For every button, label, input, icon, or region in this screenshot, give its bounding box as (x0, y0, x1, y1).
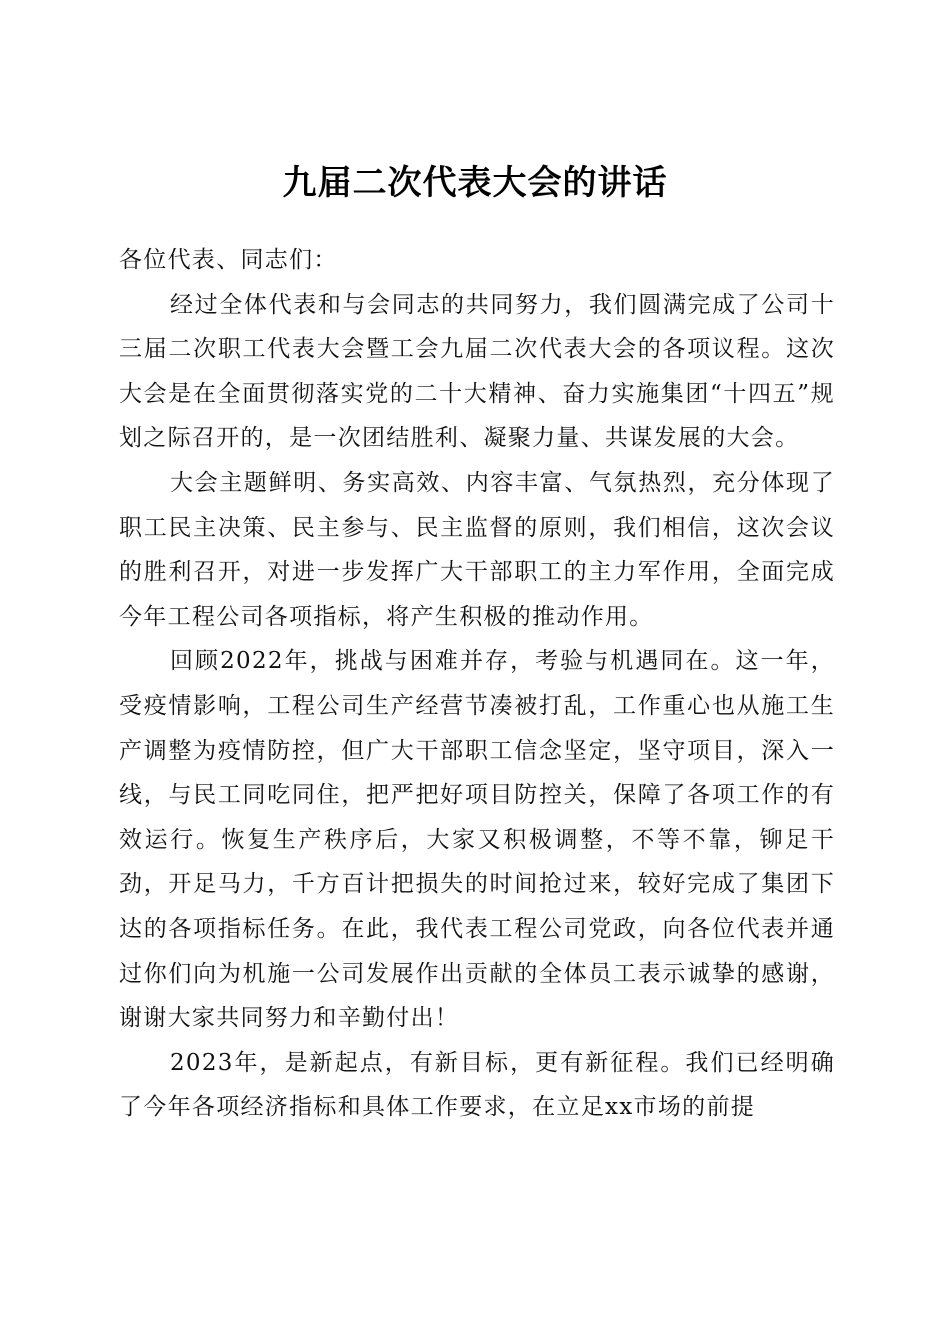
document-body (119, 238, 835, 1130)
paragraph-2: 大会主题鲜明、务实高效、内容丰富、气氛热烈，充分体现了职工民主决策、民主参与、民主监督的原则，我们相信，这次会议的胜利召开，对进一步发挥广大干部职工的主力军作用，全面完成今年工程公司各项指标，将产生积极的推动作用。 (119, 469, 835, 630)
paragraph-4: 2023年，是新起点，有新目标，更有新征程。我们已经明确了今年各项经济指标和具体工作要求，在立足xx市场的前提 (119, 1049, 835, 1121)
paragraph-3: 回顾2022年，挑战与困难并存，考验与机遇同在。这一年，受疫情影响，工程公司生产经营节凑被打乱，工作重心也从施工生产调整为疫情防控，但广大干部职工信念坚定，坚守项目，深入一线，与民工同吃同住，把严把好项目防控关，保障了各项工作的有效运行。恢复生产秩序后，大家又积极调整，不等不靠，铆足干劲，开足马力，千方百计把损失的时间抢过来，较好完成了集团下达的各项指标任务。在此，我代表工程公司党政，向各位代表并通过你们向为机施一公司发展作出贡献的全体员工表示诚挚的感谢，谢谢大家共同努力和辛勤付出！ (119, 648, 835, 1032)
page-title: 九届二次代表大会的讲话 (282, 162, 668, 203)
paragraph-1: 经过全体代表和与会同志的共同努力，我们圆满完成了公司十三届二次职工代表大会暨工会九届二次代表大会的各项议程。这次大会是在全面贯彻落实党的二十大精神、奋力实施集团“十四五”规划之际召开的，是一次团结胜利、凝聚力量、共谋发展的大会。 (119, 291, 835, 452)
salutation: 各位代表、同志们： (119, 247, 338, 273)
